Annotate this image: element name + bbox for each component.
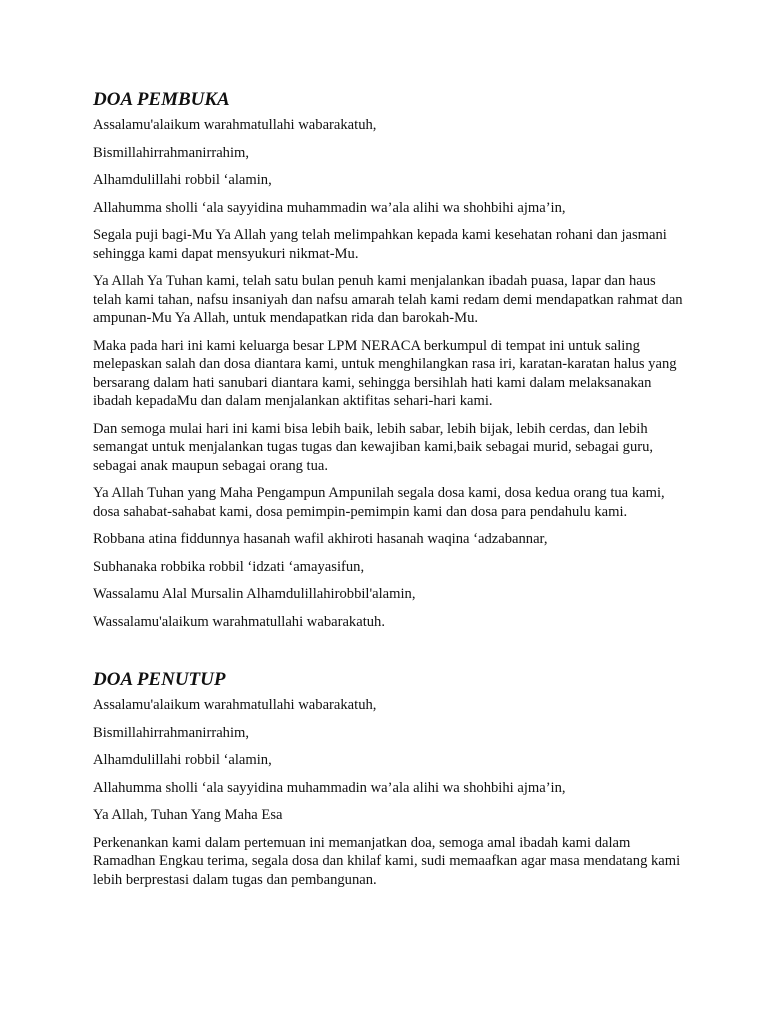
paragraph: Bismillahirrahmanirrahim, [93,724,250,741]
paragraph: Allahumma sholli ‘ala sayyidina muhammadin wa’ala alihi wa shohbihi ajma’in, [93,779,566,796]
paragraph: Maka pada hari ini kami keluarga besar LPM NERACA berkumpul di tempat ini untuk saling melepaskan salah dan dosa diantara kami, untuk menghilangkan rasa iri, karatan-karatan halus yang bersarang dalam hati sanubari diantara kami, sehingga bersihlah hati kami dalam melaksanakan ibadah kepadaMu dan dalam menjalankan aktifitas sehari-hari kami. [93,337,677,409]
section-title-doa-penutup: DOA PENUTUP [93,669,226,690]
paragraph: Allahumma sholli ‘ala sayyidina muhammadin wa’ala alihi wa shohbihi ajma’in, [93,199,566,216]
paragraph: Wassalamu Alal Mursalin Alhamdulillahirobbil'alamin, [93,586,416,602]
paragraph: Bismillahirrahmanirrahim, [93,144,250,161]
paragraph: Ya Allah, Tuhan Yang Maha Esa [93,807,283,823]
paragraph: Ya Allah Tuhan yang Maha Pengampun Ampunilah segala dosa kami, dosa kedua orang tua kami, dosa sahabat-sahabat kami, dosa pemimpin-pemimpin kami dan dosa para pendahulu kami. [93,485,665,520]
doa-pembuka-section [93,88,683,631]
section-title-doa-pembuka: DOA PEMBUKA [93,89,230,110]
paragraph: Wassalamu'alaikum warahmatullahi wabarakatuh. [93,613,386,630]
paragraph: Assalamu'alaikum warahmatullahi wabarakatuh, [93,697,377,713]
paragraph: Alhamdulillahi robbil ‘alamin, [93,172,272,188]
paragraph: Subhanaka robbika robbil ‘idzati ‘amayasifun, [93,558,365,575]
paragraph: Perkenankan kami dalam pertemuan ini memanjatkan doa, semoga amal ibadah kami dalam Ramadhan Engkau terima, segala dosa dan khilaf kami, sudi memaafkan agar masa mendatang kami lebih berprestasi dalam tugas dan pembangunan. [93,834,681,888]
section-spacer [93,640,683,668]
document-page [93,88,683,898]
paragraph: Segala puji bagi-Mu Ya Allah yang telah melimpahkan kepada kami kesehatan rohani dan jasmani sehingga kami dapat mensyukuri nikmat-Mu. [93,227,667,262]
paragraph: Ya Allah Ya Tuhan kami, telah satu bulan penuh kami menjalankan ibadah puasa, lapar dan haus telah kami tahan, nafsu insaniyah dan nafsu amarah telah kami redam demi mendapatkan rahmat dan ampunan-Mu Ya Allah, untuk mendapatkan rida dan barokah-Mu. [93,273,683,326]
paragraph: Dan semoga mulai hari ini kami bisa lebih baik, lebih sabar, lebih bijak, lebih cerdas, dan lebih semangat untuk menjalankan tugas tugas dan kewajiban kami,baik sebagai murid, sebagai guru, sebagai anak maupun sebagai orang tua. [93,420,654,474]
doa-penutup-section [93,668,683,889]
paragraph: Robbana atina fiddunnya hasanah wafil akhiroti hasanah waqina ‘adzabannar, [93,531,548,547]
paragraph: Alhamdulillahi robbil ‘alamin, [93,752,272,768]
paragraph: Assalamu'alaikum warahmatullahi wabarakatuh, [93,117,377,133]
